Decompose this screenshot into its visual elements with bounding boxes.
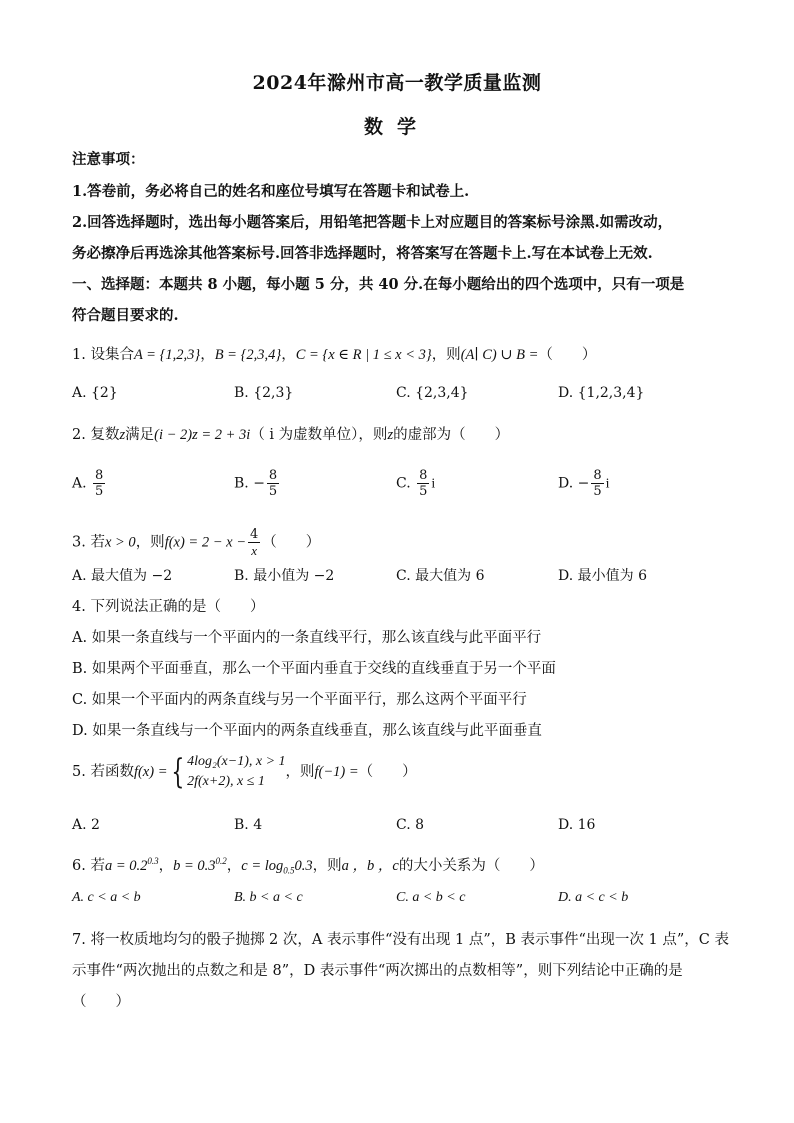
- question-3-option-c: C. 最大值为 6: [396, 568, 485, 584]
- set-expression: (A∣ C) ∪ B =: [460, 347, 539, 363]
- question-5-stem: 5. 若函数f(x) = { 4log₂(x−1), x > 1 2f(x+2), x ≤ 1 ，则f(−1) =（ ）: [72, 752, 417, 792]
- function-expression: f(x) = 2 − x −: [164, 534, 246, 551]
- set-c: C = {x ∈ R | 1 ≤ x < 3}: [295, 347, 432, 363]
- note-item-1: 1.答卷前，务必将自己的姓名和座位号填写在答题卡和试卷上.: [72, 183, 470, 200]
- question-1-option-a: A. {2}: [72, 385, 118, 401]
- question-4-option-a: A. 如果一条直线与一个平面内的一条直线平行，那么该直线与此平面平行: [72, 630, 542, 646]
- question-5-option-d: D. 16: [558, 817, 596, 833]
- exam-subject: 数学: [363, 116, 430, 138]
- complex-equation: (i − 2)z = 2 + 3i: [154, 427, 251, 443]
- question-3-option-b: B. 最小值为 −2: [234, 568, 335, 584]
- question-5-option-c: C. 8: [396, 817, 425, 833]
- question-6-option-c: C. a < b < c: [396, 890, 466, 905]
- question-7-stem: 7. 将一枚质地均匀的骰子抛掷 2 次，A 表示事件“没有出现 1 点”，B 表示事件“出现一次 1 点”，C 表: [72, 932, 729, 948]
- question-6-stem: 6. 若$a = 0.2^{0.3}$，$b = 0.3^{0.2}$，$c = \log_{0.5}0.3$，则a ，b ，c的大小关系为（ ）: [72, 856, 544, 876]
- question-6-option-b: B. b < a < c: [234, 890, 303, 905]
- question-7-answer-paren: （ ）: [72, 994, 130, 1010]
- fraction: $\frac{8}{5}$: [268, 468, 278, 499]
- question-5-option-b: B. 4: [234, 817, 263, 833]
- question-5-option-a: A. 2: [72, 817, 100, 833]
- piecewise-brace: {: [171, 752, 185, 792]
- question-4-stem: 4. 下列说法正确的是（ ）: [72, 599, 265, 615]
- piecewise-cases: 4log₂(x−1), x > 1 2f(x+2), x ≤ 1: [187, 754, 286, 789]
- note-item-2: 2.回答选择题时，选出每小题答案后，用铅笔把答题卡上对应题目的答案标号涂黑.如需改动，: [72, 214, 673, 231]
- set-b: B = {2,3,4}: [214, 347, 282, 363]
- question-7-stem-cont: 示事件“两次抛出的点数之和是 8”，D 表示事件“两次掷出的点数相等”，则下列结论中正确的是: [72, 963, 683, 979]
- question-3-stem: 3. 若x > 0，则f(x) = 2 − x − $\frac{4}{x}$ （ ）: [72, 527, 321, 558]
- set-a: A = {1,2,3}: [133, 347, 201, 363]
- question-1-option-c: C. {2,3,4}: [396, 385, 469, 401]
- fraction: $\frac{8}{5}$: [593, 468, 602, 499]
- question-4-option-d: D. 如果一条直线与一个平面内的两条直线垂直，那么该直线与此平面垂直: [72, 723, 542, 739]
- fraction: $\frac{8}{5}$: [95, 468, 104, 499]
- question-3-option-a: A. 最大值为 −2: [72, 568, 173, 584]
- question-3-option-d: D. 最小值为 6: [558, 568, 647, 584]
- fraction: $\frac{8}{5}$: [419, 468, 428, 499]
- question-4-option-b: B. 如果两个平面垂直，那么一个平面内垂直于交线的直线垂直于另一个平面: [72, 661, 556, 677]
- exam-title: 2024年滁州市高一教学质量监测: [252, 72, 542, 94]
- question-6-option-d: D. a < c < b: [558, 890, 629, 905]
- question-2-option-c: C. $\frac{8}{5}$ i: [396, 468, 436, 499]
- question-2-option-b: B. − $\frac{8}{5}$: [234, 468, 278, 499]
- fraction: $\frac{4}{x}$: [249, 527, 259, 558]
- notes-heading: 注意事项：: [72, 151, 145, 168]
- question-1-stem: 1. 设集合A = {1,2,3}，B = {2,3,4}，C = {x ∈ R | 1 ≤ x < 3}，则(A∣ C) ∪ B =（ ）: [72, 347, 597, 363]
- question-2-option-d: D. − $\frac{8}{5}$ i: [558, 468, 610, 499]
- question-1-option-d: D. {1,2,3,4}: [558, 385, 645, 401]
- question-6-option-a: A. c < a < b: [72, 890, 141, 905]
- question-1-option-b: B. {2,3}: [234, 385, 294, 401]
- note-item-2-cont: 务必擦净后再选涂其他答案标号.回答非选择题时，将答案写在答题卡上.写在本试卷上无效.: [72, 245, 653, 262]
- section-heading-cont: 符合题目要求的.: [72, 307, 179, 324]
- question-2-option-a: A. $\frac{8}{5}$: [72, 468, 104, 499]
- question-4-option-c: C. 如果一个平面内的两条直线与另一个平面平行，那么这两个平面平行: [72, 692, 527, 708]
- section-heading: 一、选择题：本题共 8 小题，每小题 5 分，共 40 分.在每小题给出的四个选项中，只有一项是: [72, 276, 685, 293]
- question-2-stem: 2. 复数z满足(i − 2)z = 2 + 3i（ i 为虚数单位），则z的虚部为（ ）: [72, 427, 510, 443]
